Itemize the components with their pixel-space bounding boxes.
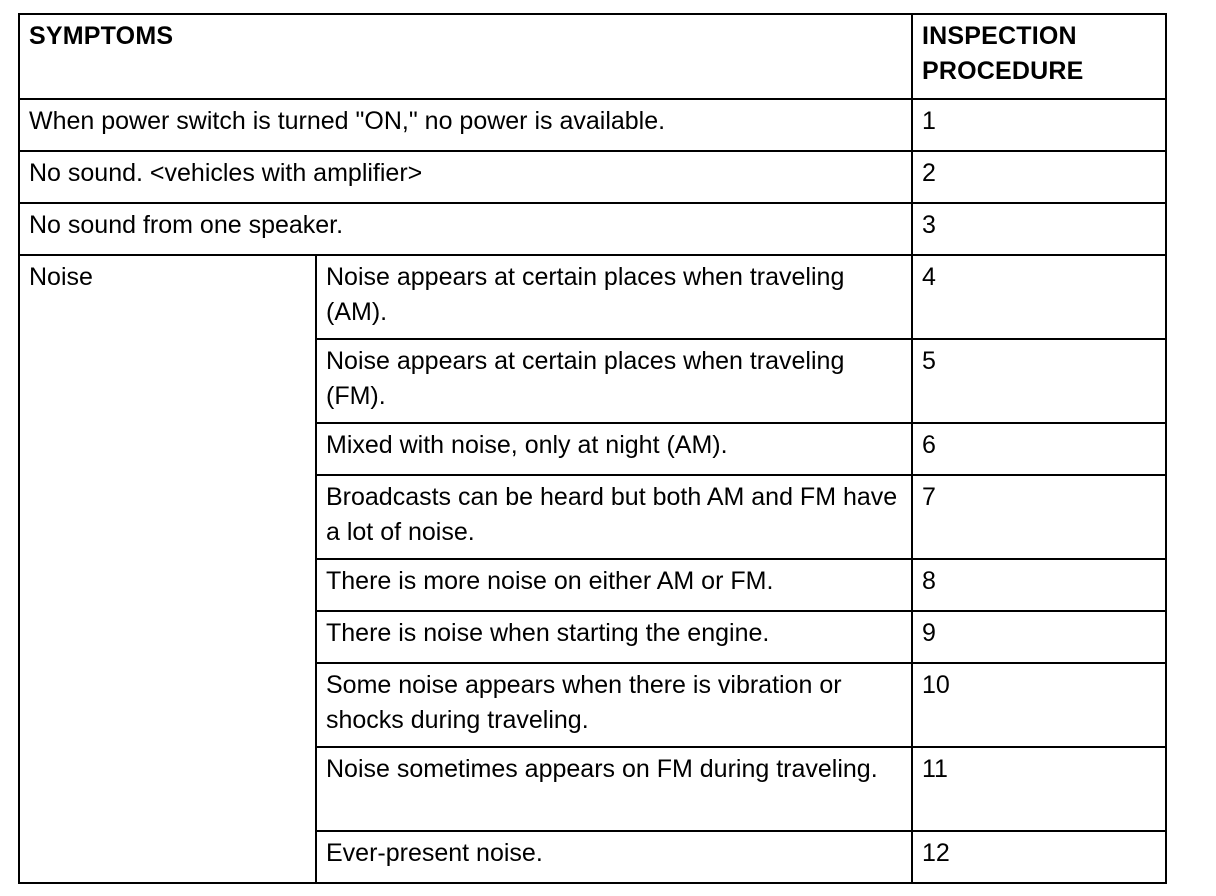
table-row bbox=[19, 151, 1166, 203]
procedure-cell: 10 bbox=[912, 663, 1166, 747]
symptom-cell: No sound from one speaker. bbox=[19, 203, 912, 255]
procedure-cell: 3 bbox=[912, 203, 1166, 255]
table-row bbox=[19, 99, 1166, 151]
symptom-cell: Broadcasts can be heard but both AM and FM have a lot of noise. bbox=[316, 475, 912, 559]
symptom-cell: When power switch is turned "ON," no power is available. bbox=[19, 99, 912, 151]
symptom-cell: There is more noise on either AM or FM. bbox=[316, 559, 912, 611]
symptom-cell: Noise appears at certain places when traveling (FM). bbox=[316, 339, 912, 423]
symptom-cell: Some noise appears when there is vibration or shocks during traveling. bbox=[316, 663, 912, 747]
symptom-table bbox=[18, 13, 1167, 884]
table-row bbox=[19, 203, 1166, 255]
procedure-cell: 11 bbox=[912, 747, 1166, 831]
header-row bbox=[19, 14, 1166, 99]
procedure-cell: 9 bbox=[912, 611, 1166, 663]
procedure-cell: 6 bbox=[912, 423, 1166, 475]
procedure-cell: 12 bbox=[912, 831, 1166, 883]
symptom-cell: Mixed with noise, only at night (AM). bbox=[316, 423, 912, 475]
procedure-cell: 7 bbox=[912, 475, 1166, 559]
procedure-cell: 2 bbox=[912, 151, 1166, 203]
header-inspection-procedure: INSPECTION PROCEDURE bbox=[912, 14, 1166, 99]
symptom-cell: No sound. <vehicles with amplifier> bbox=[19, 151, 912, 203]
header-symptoms: SYMPTOMS bbox=[19, 14, 912, 99]
symptom-cell: Noise appears at certain places when traveling (AM). bbox=[316, 255, 912, 339]
noise-category-cell: Noise bbox=[19, 255, 316, 883]
procedure-cell: 5 bbox=[912, 339, 1166, 423]
procedure-cell: 1 bbox=[912, 99, 1166, 151]
symptom-cell: Noise sometimes appears on FM during traveling. bbox=[316, 747, 912, 831]
procedure-cell: 8 bbox=[912, 559, 1166, 611]
table-row bbox=[19, 255, 1166, 339]
symptom-cell: There is noise when starting the engine. bbox=[316, 611, 912, 663]
procedure-cell: 4 bbox=[912, 255, 1166, 339]
symptom-cell: Ever-present noise. bbox=[316, 831, 912, 883]
